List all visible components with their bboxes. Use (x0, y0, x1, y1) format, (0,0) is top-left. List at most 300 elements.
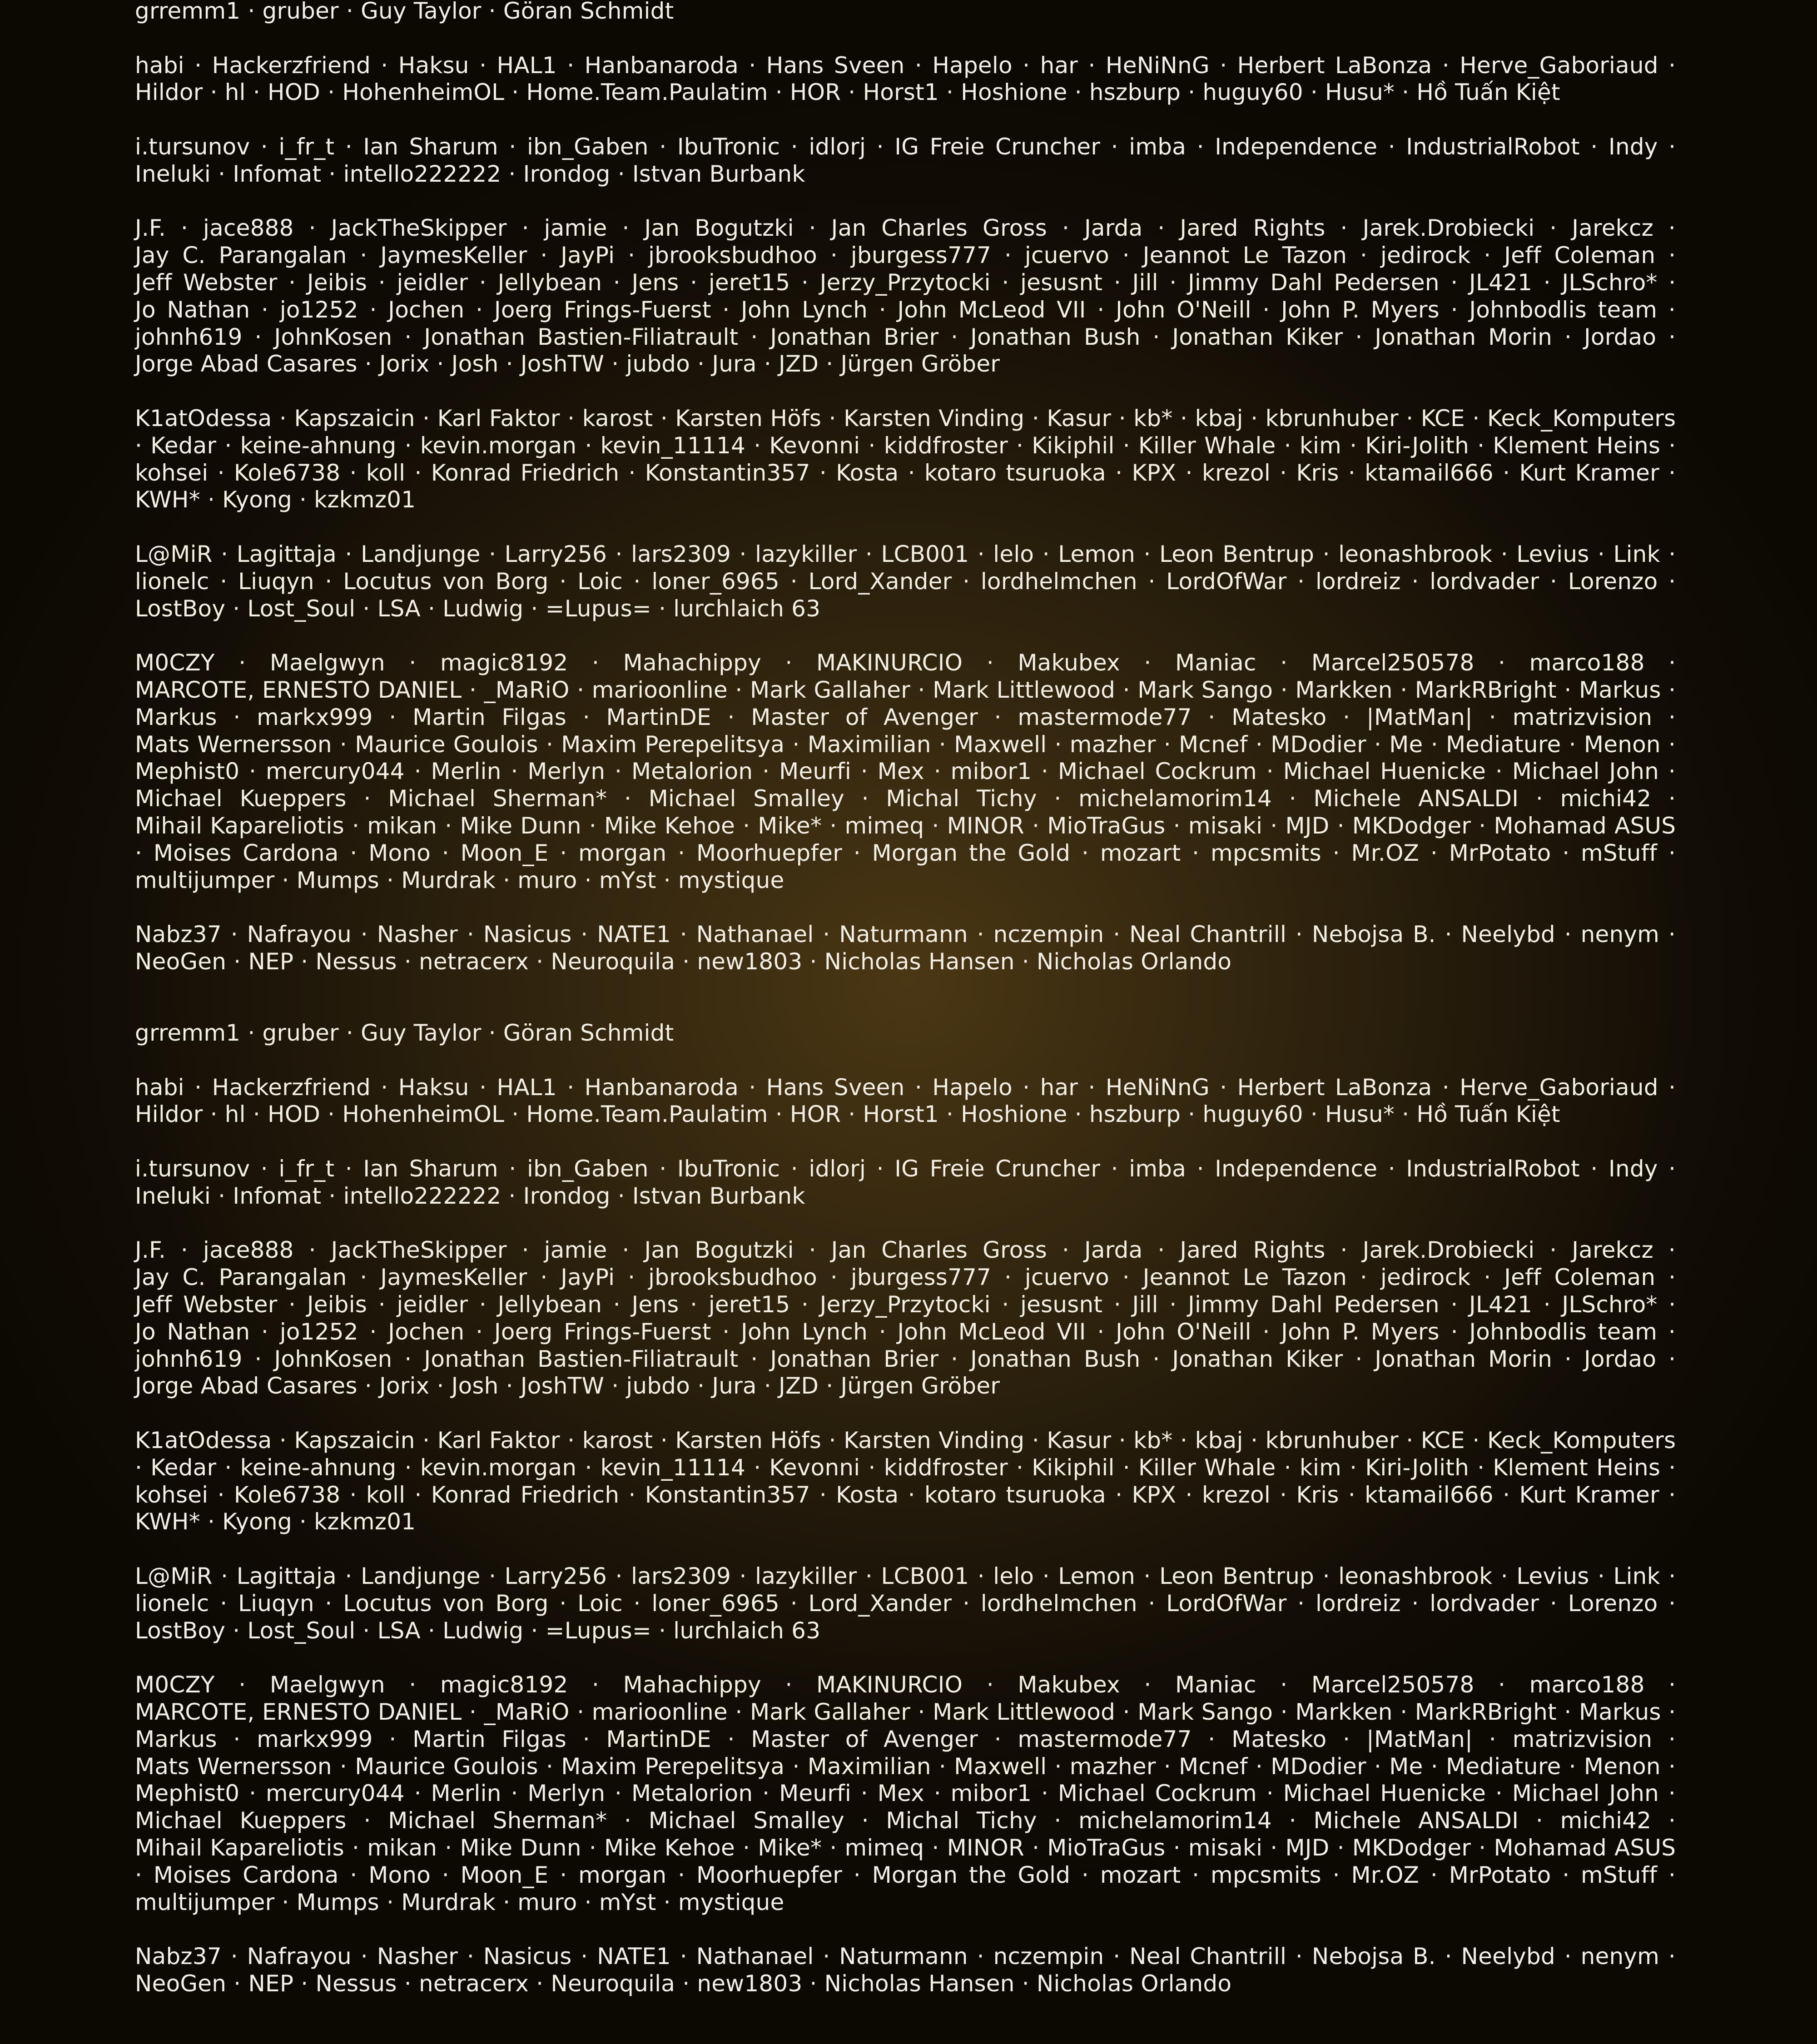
separator-dot: · (611, 1373, 619, 1399)
separator-dot: · (918, 676, 925, 703)
credit-name: hszburp (1089, 79, 1181, 106)
credit-name: Nicholas Hansen (824, 1970, 1015, 1997)
separator-dot: · (1340, 215, 1348, 242)
separator-dot: · (218, 160, 226, 187)
credit-name: mazher (1069, 1753, 1156, 1780)
separator-dot: · (1442, 52, 1450, 79)
credit-name: L@MiR (135, 541, 213, 567)
credit-name: lazykiller (755, 541, 857, 567)
credit-name: KPX (1132, 459, 1177, 486)
credit-name: KWH* (135, 486, 200, 513)
credit-name: Nasicus (483, 1943, 572, 1970)
credit-name: loner_6965 (651, 1590, 780, 1617)
credit-name: John Lynch (741, 1318, 868, 1345)
separator-dot: · (750, 1345, 758, 1372)
separator-dot: · (633, 1590, 641, 1617)
separator-dot: · (1081, 839, 1089, 866)
credit-name: Jorix (379, 1373, 430, 1399)
separator-dot: · (1002, 1291, 1009, 1318)
separator-dot: · (369, 1318, 377, 1345)
credit-name: magic8192 (440, 650, 568, 676)
separator-dot: · (364, 351, 372, 377)
separator-dot: · (848, 1101, 856, 1128)
credit-name: kzkmz01 (314, 486, 416, 513)
separator-dot: · (282, 867, 289, 893)
credit-name: John McLeod VII (897, 296, 1086, 323)
credit-name: kiddfroster (884, 1454, 1008, 1481)
separator-dot: · (1450, 269, 1458, 296)
separator-dot: · (369, 296, 377, 323)
credit-name: Jorix (379, 351, 430, 377)
separator-dot: · (1668, 269, 1676, 296)
credit-name: Michael John (1512, 758, 1659, 785)
separator-dot: · (224, 432, 232, 459)
separator-dot: · (1280, 1481, 1287, 1508)
credit-name: Nathanael (696, 921, 814, 948)
credit-name: Jarekcz (1572, 215, 1653, 242)
separator-dot: · (288, 1291, 296, 1318)
credit-name: Independence (1215, 133, 1378, 160)
credit-name: J.F. (135, 215, 166, 242)
credit-name: Me (1389, 731, 1423, 758)
separator-dot: · (567, 1074, 575, 1101)
separator-dot: · (404, 1345, 412, 1372)
separator-dot: · (360, 1264, 367, 1291)
separator-dot: · (511, 758, 518, 785)
separator-dot: · (735, 676, 743, 703)
separator-dot: · (1503, 459, 1510, 486)
separator-dot: · (299, 1508, 307, 1535)
separator-dot: · (437, 1373, 444, 1399)
credit-name: Jarda (1084, 215, 1143, 242)
credit-name: Jeibis (307, 269, 367, 296)
separator-dot: · (663, 1889, 671, 1915)
separator-dot: · (233, 1617, 240, 1644)
credit-name: Kasur (1047, 405, 1112, 432)
credit-name: jamie (544, 1237, 607, 1264)
separator-dot: · (409, 1672, 417, 1698)
separator-dot: · (1668, 839, 1676, 866)
separator-dot: · (404, 1454, 412, 1481)
separator-dot: · (1270, 1834, 1278, 1861)
separator-dot: · (1163, 731, 1171, 758)
credit-name: Irondog (523, 160, 611, 187)
separator-dot: · (1668, 296, 1676, 323)
separator-dot: · (1192, 839, 1200, 866)
credit-name: Maelgwyn (269, 650, 385, 676)
credit-name: Jared Rights (1180, 215, 1326, 242)
credit-name: Moorhuepfer (696, 839, 842, 866)
credit-name: lordvader (1430, 568, 1539, 595)
separator-dot: · (260, 133, 268, 160)
credit-name: marioonline (591, 1698, 728, 1725)
separator-dot: · (932, 812, 939, 839)
separator-dot: · (951, 1345, 958, 1372)
credit-name: Nicholas Orlando (1036, 1970, 1232, 1997)
separator-dot: · (1668, 1698, 1676, 1725)
credits-group (135, 541, 1676, 622)
credit-name: jo1252 (279, 296, 358, 323)
credit-name: John P. Myers (1281, 296, 1440, 323)
separator-dot: · (1173, 812, 1181, 839)
separator-dot: · (1430, 839, 1438, 866)
credit-name: idlorj (809, 133, 866, 160)
credit-name: lordvader (1430, 1590, 1539, 1617)
credit-name: Husu* (1325, 1101, 1395, 1128)
separator-dot: · (1148, 568, 1156, 595)
credit-name: Me (1389, 1753, 1423, 1780)
separator-dot: · (659, 595, 666, 622)
separator-dot: · (585, 1454, 592, 1481)
credit-name: Leon Bentrup (1159, 541, 1315, 567)
credits-group (135, 1427, 1676, 1536)
separator-dot: · (1668, 1264, 1676, 1291)
credit-name: Mark Gallaher (750, 676, 910, 703)
separator-dot: · (727, 704, 735, 730)
credit-name: Metalorion (631, 758, 753, 785)
credit-name: Jan Bogutzki (644, 1237, 794, 1264)
separator-dot: · (1188, 79, 1196, 106)
separator-dot: · (1332, 839, 1340, 866)
separator-dot: · (1266, 758, 1274, 785)
separator-dot: · (414, 459, 422, 486)
separator-dot: · (1442, 1074, 1450, 1101)
separator-dot: · (445, 812, 452, 839)
credit-name: Nessus (315, 948, 397, 975)
separator-dot: · (261, 1318, 269, 1345)
credit-name: habi (135, 1074, 184, 1101)
credit-name: MKDodger (1352, 812, 1471, 839)
separator-dot: · (1445, 921, 1452, 948)
separator-dot: · (1489, 704, 1496, 730)
separator-dot: · (389, 1726, 397, 1752)
credit-name: mazher (1069, 731, 1156, 758)
separator-dot: · (1032, 1427, 1039, 1454)
separator-dot: · (1004, 242, 1012, 269)
credit-name: Kevonni (769, 432, 860, 459)
separator-dot: · (1535, 785, 1543, 812)
credit-name: JZD (779, 1373, 819, 1399)
credit-name: Jonathan Bush (970, 1345, 1141, 1372)
separator-dot: · (1297, 1590, 1305, 1617)
separator-dot: · (1295, 921, 1303, 948)
separator-dot: · (261, 296, 269, 323)
separator-dot: · (1668, 676, 1676, 703)
credit-name: Jura (712, 351, 757, 377)
credits-group (135, 1672, 1676, 1916)
credit-name: leonashbrook (1338, 541, 1493, 567)
separator-dot: · (1097, 296, 1105, 323)
credit-name: Ludwig (442, 595, 524, 622)
separator-dot: · (1668, 568, 1676, 595)
separator-dot: · (560, 1861, 567, 1888)
credit-name: Michael John (1512, 1780, 1659, 1807)
credit-name: Ian Sharum (363, 1155, 498, 1182)
credit-name: Michael Smalley (648, 785, 844, 812)
credit-name: JaymesKeller (380, 242, 527, 269)
credit-name: Lost_Soul (247, 1617, 356, 1644)
credit-name: mikan (367, 812, 437, 839)
credit-name: misaki (1188, 1834, 1263, 1861)
credit-name: Kosta (836, 1481, 899, 1508)
credit-name: mibor1 (950, 758, 1032, 785)
separator-dot: · (414, 758, 422, 785)
credit-name: kim (1299, 432, 1342, 459)
separator-dot: · (1374, 731, 1382, 758)
separator-dot: · (1495, 1780, 1503, 1807)
credit-name: kzkmz01 (314, 1508, 416, 1535)
credit-name: Jarek.Drobiecki (1362, 1237, 1535, 1264)
credit-name: Mike* (758, 812, 822, 839)
credit-name: Ineluki (135, 160, 211, 187)
separator-dot: · (1450, 1318, 1458, 1345)
credit-name: Mark Gallaher (750, 1698, 910, 1725)
credit-name: JackTheSkipper (331, 1237, 507, 1264)
separator-dot: · (1343, 704, 1350, 730)
credit-name: Michael Kueppers (135, 1807, 347, 1834)
credit-name: Jerzy_Przytocki (819, 269, 991, 296)
separator-dot: · (1668, 650, 1676, 676)
credit-name: jeret15 (708, 269, 790, 296)
credit-name: K1atOdessa (135, 405, 272, 432)
separator-dot: · (404, 323, 412, 350)
separator-dot: · (279, 1427, 287, 1454)
credit-name: Joerg Frings-Fuerst (494, 296, 711, 323)
separator-dot: · (1498, 1672, 1506, 1698)
credit-name: Maxim Perepelitsya (561, 1753, 785, 1780)
credit-name: Karl Faktor (437, 1427, 560, 1454)
credit-name: MJD (1285, 812, 1330, 839)
credit-name: Murdrak (401, 867, 496, 893)
separator-dot: · (1355, 1345, 1363, 1372)
separator-dot: · (350, 839, 357, 866)
credit-name: morgan (578, 1861, 667, 1888)
credit-name: multijumper (135, 867, 275, 893)
credit-name: Lagittaja (236, 1563, 337, 1589)
separator-dot: · (233, 595, 240, 622)
separator-dot: · (442, 1861, 449, 1888)
credit-name: Kikiphil (1032, 432, 1115, 459)
separator-dot: · (697, 1373, 705, 1399)
credit-name: Maurice Goulois (355, 731, 538, 758)
credit-name: Mono (368, 839, 431, 866)
credit-name: kbaj (1195, 405, 1243, 432)
credit-name: Lemon (1058, 1563, 1136, 1589)
separator-dot: · (1002, 269, 1009, 296)
credit-name: JohnKosen (274, 1345, 392, 1372)
credit-name: Jellybean (497, 269, 602, 296)
credit-name: KWH* (135, 1508, 200, 1535)
credit-name: Jens (631, 1291, 679, 1318)
separator-dot: · (1450, 1291, 1458, 1318)
separator-dot: · (790, 1590, 798, 1617)
credit-name: NeoGen (135, 948, 227, 975)
separator-dot: · (577, 676, 585, 703)
credit-name: Hildor (135, 1101, 203, 1128)
credit-name: IbuTronic (677, 1155, 780, 1182)
credit-name: Moon_E (460, 1861, 549, 1888)
credit-name: HOD (268, 1101, 321, 1128)
credit-name: leonashbrook (1338, 1563, 1493, 1589)
credit-name: Landjunge (361, 541, 481, 567)
credit-name: Kris (1296, 1481, 1339, 1508)
credit-name: ktamail666 (1365, 1481, 1494, 1508)
separator-dot: · (469, 1698, 477, 1725)
credit-name: Landjunge (361, 1563, 481, 1589)
separator-dot: · (735, 1698, 743, 1725)
credit-name: Michael Cockrum (1057, 758, 1257, 785)
credit-name: MKDodger (1352, 1834, 1471, 1861)
credit-name: Mr.OZ (1351, 1861, 1420, 1888)
separator-dot: · (1143, 1563, 1151, 1589)
credit-name: Jeannot Le Tazon (1142, 242, 1347, 269)
credit-name: nczempin (993, 921, 1104, 948)
separator-dot: · (479, 52, 487, 79)
separator-dot: · (221, 541, 228, 567)
separator-dot: · (1668, 1943, 1676, 1970)
credit-name: Home.Team.Paulatim (526, 79, 768, 106)
credit-name: imba (1129, 1155, 1187, 1182)
credit-name: intello222222 (343, 160, 501, 187)
separator-dot: · (1196, 1155, 1204, 1182)
credit-name: Lagittaja (236, 541, 337, 567)
credit-name: jo1252 (279, 1318, 358, 1345)
credit-name: L@MiR (135, 1563, 213, 1589)
credit-name: Kevonni (769, 1454, 860, 1481)
separator-dot: · (1355, 323, 1363, 350)
separator-dot: · (628, 242, 635, 269)
credit-name: johnh619 (135, 323, 243, 350)
credit-name: mimeq (844, 1834, 924, 1861)
credit-name: Jerzy_Przytocki (819, 1291, 991, 1318)
separator-dot: · (1169, 1291, 1177, 1318)
credit-name: lars2309 (631, 541, 731, 567)
separator-dot: · (381, 52, 388, 79)
credit-name: Ludwig (442, 1617, 524, 1644)
separator-dot: · (615, 1563, 623, 1589)
credit-name: Moon_E (460, 839, 549, 866)
separator-dot: · (1023, 1074, 1030, 1101)
separator-dot: · (826, 1373, 834, 1399)
credit-name: Morgan the Gold (872, 839, 1071, 866)
credit-name: johnh619 (135, 1345, 243, 1372)
credit-name: John O'Neill (1116, 1318, 1251, 1345)
separator-dot: · (1340, 1237, 1348, 1264)
separator-dot: · (1543, 1291, 1551, 1318)
credits-group (135, 1237, 1676, 1400)
credit-name: Jonathan Brier (770, 1345, 939, 1372)
credit-name: Mihail Kapareliotis (135, 812, 344, 839)
separator-dot: · (1118, 405, 1126, 432)
separator-dot: · (1430, 731, 1438, 758)
credit-name: koll (366, 459, 406, 486)
separator-dot: · (135, 839, 143, 866)
separator-dot: · (615, 541, 623, 567)
credit-name: Karl Faktor (437, 405, 560, 432)
credit-name: Jonathan Morin (1375, 1345, 1553, 1372)
separator-dot: · (1388, 133, 1395, 160)
credit-name: Horst1 (863, 1101, 939, 1128)
separator-dot: · (1445, 1943, 1452, 1970)
separator-dot: · (1122, 1264, 1130, 1291)
credit-name: misaki (1188, 812, 1263, 839)
credit-name: michelamorim14 (1078, 1807, 1272, 1834)
credit-name: MartinDE (606, 1726, 711, 1752)
separator-dot: · (790, 1155, 798, 1182)
credit-name: nenym (1580, 1943, 1660, 1970)
credit-name: lionelc (135, 1590, 209, 1617)
credit-name: Guy Taylor (361, 1022, 482, 1046)
credit-name: huguy60 (1202, 1101, 1303, 1128)
credit-name: krezol (1201, 1481, 1271, 1508)
separator-dot: · (1668, 1753, 1676, 1780)
credit-name: Jürgen Gröber (840, 351, 1000, 377)
separator-dot: · (994, 704, 1002, 730)
separator-dot: · (1388, 1155, 1395, 1182)
separator-dot: · (248, 1022, 255, 1046)
separator-dot: · (560, 839, 567, 866)
separator-dot: · (546, 731, 554, 758)
credit-name: lelo (993, 1563, 1034, 1589)
separator-dot: · (1004, 1264, 1012, 1291)
credit-name: Ian Sharum (363, 133, 498, 160)
separator-dot: · (559, 1590, 567, 1617)
credit-name: JayPi (561, 1264, 615, 1291)
separator-dot: · (469, 676, 477, 703)
credit-name: HeNiNnG (1105, 1074, 1210, 1101)
separator-dot: · (1668, 323, 1676, 350)
separator-dot: · (404, 432, 412, 459)
separator-dot: · (1262, 1318, 1270, 1345)
credit-name: NeoGen (135, 1970, 227, 1997)
separator-dot: · (1122, 1454, 1130, 1481)
credit-name: MarkRBright (1415, 676, 1557, 703)
separator-dot: · (414, 1780, 422, 1807)
separator-dot: · (540, 242, 548, 269)
credit-name: kevin_11114 (600, 1454, 746, 1481)
separator-dot: · (328, 1101, 335, 1128)
credit-name: Kiri-Jolith (1365, 432, 1469, 459)
separator-dot: · (1111, 133, 1118, 160)
credit-name: MioTraGus (1047, 812, 1166, 839)
credit-name: loner_6965 (651, 568, 780, 595)
separator-dot: · (1668, 1726, 1676, 1752)
separator-dot: · (1590, 133, 1598, 160)
credit-name: Home.Team.Paulatim (526, 1101, 768, 1128)
credit-name: Joerg Frings-Fuerst (494, 1318, 711, 1345)
separator-dot: · (521, 215, 529, 242)
separator-dot: · (536, 948, 544, 975)
separator-dot: · (1143, 541, 1151, 567)
credit-name: John McLeod VII (897, 1318, 1086, 1345)
credit-name: Maxwell (954, 731, 1047, 758)
credit-name: Göran Schmidt (503, 1022, 674, 1046)
separator-dot: · (1322, 1563, 1330, 1589)
separator-dot: · (743, 1834, 750, 1861)
credit-name: Nicholas Hansen (824, 948, 1015, 975)
credit-name: JackTheSkipper (331, 215, 507, 242)
separator-dot: · (1280, 459, 1287, 486)
credit-name: Hanbanaroda (584, 1074, 739, 1101)
separator-dot: · (1597, 1563, 1605, 1589)
credit-name: Matesko (1231, 1726, 1327, 1752)
credit-name: JohnKosen (274, 323, 392, 350)
credit-name: Keck_Komputers (1487, 405, 1676, 432)
credit-name: Jill (1132, 269, 1158, 296)
separator-dot: · (1088, 52, 1096, 79)
credit-name: Michael Kueppers (135, 785, 347, 812)
credit-name: MDodier (1271, 1753, 1366, 1780)
